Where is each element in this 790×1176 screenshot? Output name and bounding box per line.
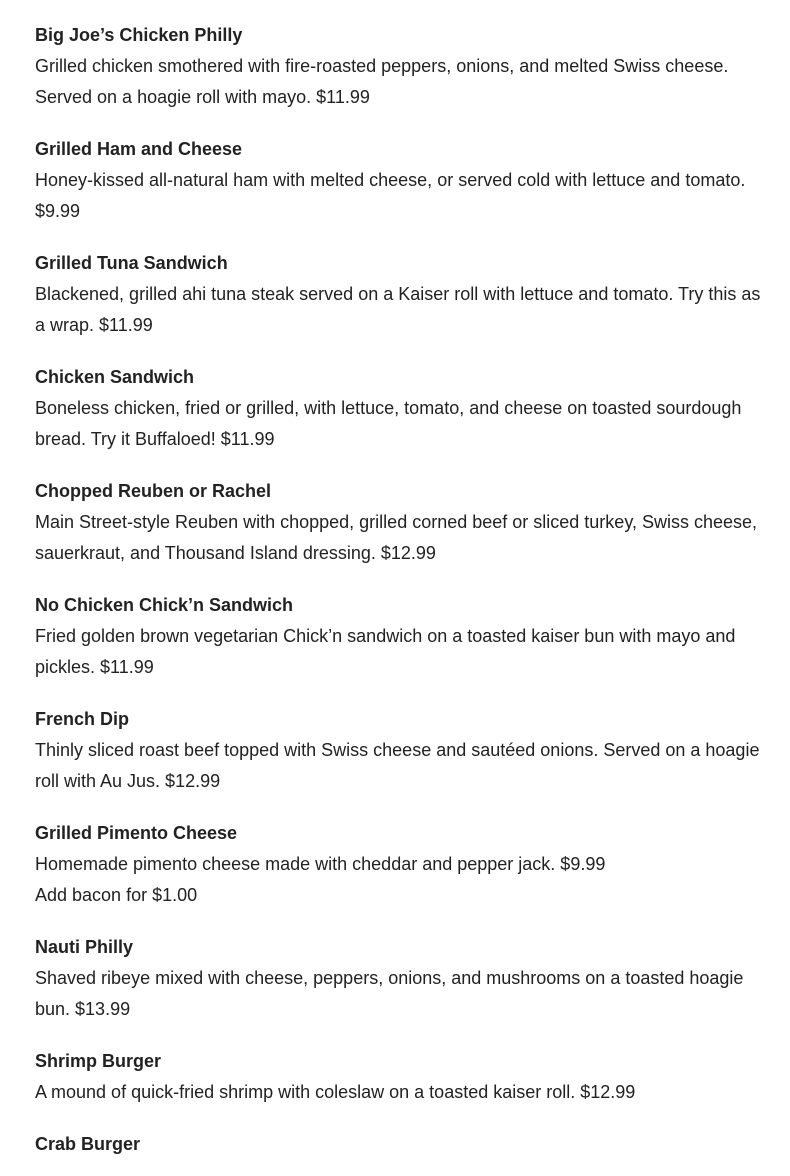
menu-item-description: A mound of quick-fried shrimp with coleslaw on a toasted kaiser roll. $12.99	[35, 1082, 636, 1102]
menu-item	[35, 706, 765, 797]
menu-item-name: Grilled Pimento Cheese	[35, 823, 238, 843]
menu-item	[35, 364, 765, 455]
menu-item	[35, 592, 765, 683]
menu-item	[35, 136, 765, 227]
menu-item-description: Homemade pimento cheese made with cheddar and pepper jack. $9.99	[35, 854, 606, 874]
menu-item-name: Chicken Sandwich	[35, 367, 195, 387]
menu-item	[35, 22, 765, 113]
menu-item-name: Nauti Philly	[35, 937, 134, 957]
menu-item-description: Fried golden brown vegetarian Chick’n sandwich on a toasted kaiser bun with mayo and pickles. $11.99	[35, 626, 736, 677]
menu-item-name: French Dip	[35, 709, 130, 729]
menu-item-description: Shaved ribeye mixed with cheese, peppers, onions, and mushrooms on a toasted hoagie bun. $13.99	[35, 968, 744, 1019]
menu-item-name: Grilled Tuna Sandwich	[35, 253, 228, 273]
menu-item	[35, 1048, 765, 1108]
menu-item-addon: Add bacon for $1.00	[35, 885, 198, 905]
menu-item	[35, 478, 765, 569]
menu-item-name: Chopped Reuben or Rachel	[35, 481, 272, 501]
menu-item-name: Grilled Ham and Cheese	[35, 139, 243, 159]
menu-item	[35, 934, 765, 1025]
menu-item-description: Blackened, grilled ahi tuna steak served on a Kaiser roll with lettuce and tomato. Try this as a wrap. $11.99	[35, 284, 761, 335]
menu-item-description: Honey-kissed all-natural ham with melted cheese, or served cold with lettuce and tomato. $9.99	[35, 170, 746, 221]
menu-item-name: No Chicken Chick’n Sandwich	[35, 595, 294, 615]
menu-item	[35, 250, 765, 341]
menu-item-description: Thinly sliced roast beef topped with Swiss cheese and sautéed onions. Served on a hoagie roll with Au Jus. $12.99	[35, 740, 760, 791]
menu-item-description: Main Street-style Reuben with chopped, grilled corned beef or sliced turkey, Swiss cheese, sauerkraut, and Thousand Island dressing. $12.99	[35, 512, 758, 563]
menu-item-description: Boneless chicken, fried or grilled, with lettuce, tomato, and cheese on toasted sourdough bread. Try it Buffaloed! $11.99	[35, 398, 742, 449]
menu-item-name: Crab Burger	[35, 1134, 141, 1154]
menu-item-name: Big Joe’s Chicken Philly	[35, 25, 243, 45]
menu-item	[35, 1131, 765, 1158]
menu-item	[35, 820, 765, 911]
menu-item-name: Shrimp Burger	[35, 1051, 162, 1071]
menu-item-description: Grilled chicken smothered with fire-roasted peppers, onions, and melted Swiss cheese. Served on a hoagie roll with mayo. $11.99	[35, 56, 729, 107]
